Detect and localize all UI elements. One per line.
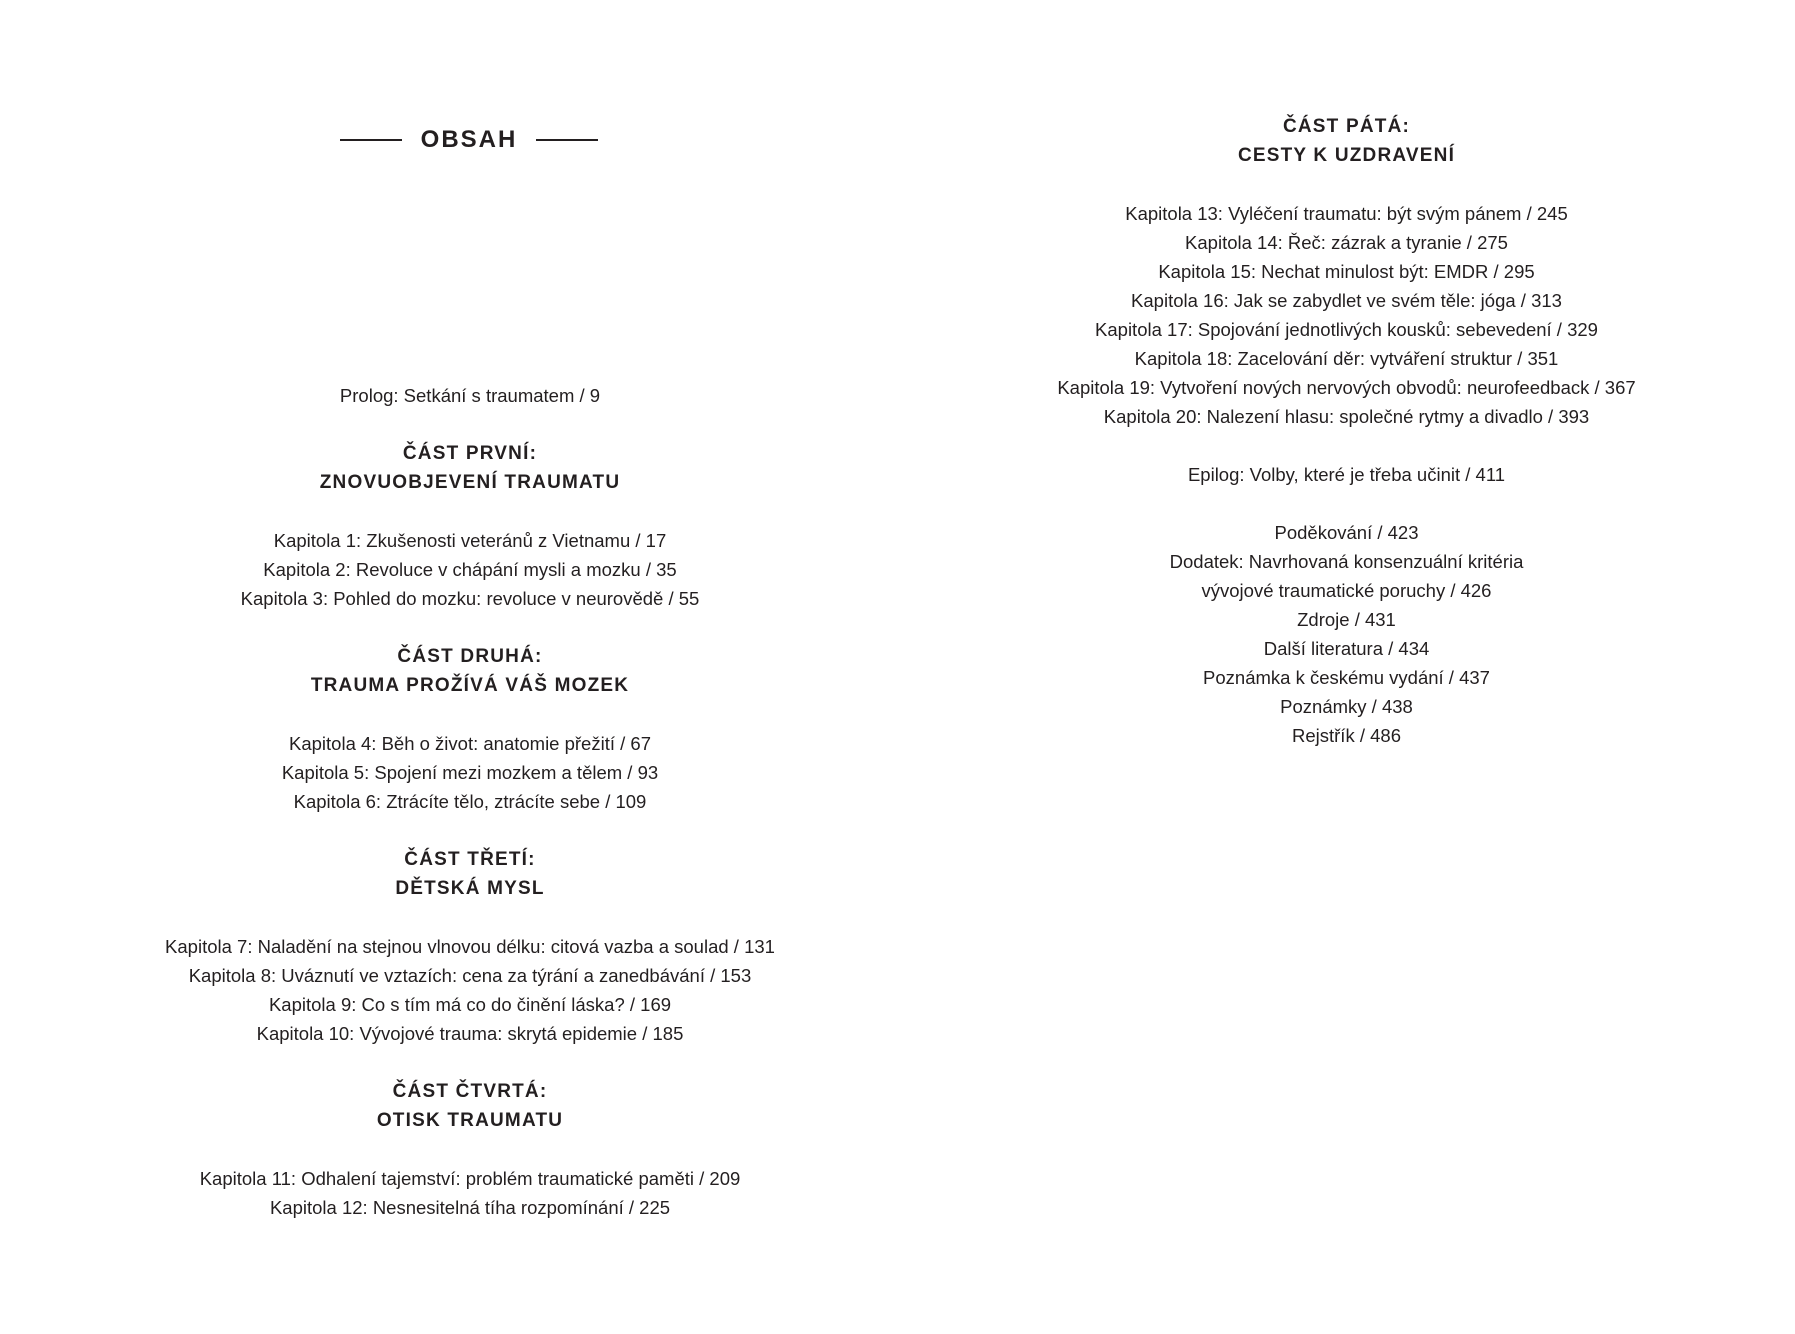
toc-entry-chapter: Kapitola 3: Pohled do mozku: revoluce v neurovědě / 55 (240, 588, 700, 609)
heading-rule-left (340, 139, 402, 141)
toc-entry-back-matter: Poznámka k českému vydání / 437 (1203, 667, 1490, 688)
toc-right-column (898, 112, 1795, 750)
part-3-title: DĚTSKÁ MYSL (395, 878, 545, 899)
toc-entry-chapter: Kapitola 8: Uváznutí ve vztazích: cena za týrání a zanedbávání / 153 (188, 965, 752, 986)
part-1-label: ČÁST PRVNÍ: (402, 443, 538, 464)
toc-entry-back-matter: vývojové traumatické poruchy / 426 (1201, 580, 1492, 601)
toc-entry-prologue: Prolog: Setkání s traumatem / 9 (339, 385, 601, 406)
toc-entry-chapter: Kapitola 10: Vývojové trauma: skrytá epidemie / 185 (256, 1023, 684, 1044)
toc-entry-chapter: Kapitola 2: Revoluce v chápání mysli a mozku / 35 (263, 559, 677, 580)
toc-entry-chapter: Kapitola 11: Odhalení tajemství: problém traumatické paměti / 209 (199, 1168, 741, 1189)
contents-title: OBSAH (420, 126, 518, 153)
toc-entry-chapter: Kapitola 19: Vytvoření nových nervových obvodů: neurofeedback / 367 (1057, 377, 1636, 398)
toc-entry-chapter: Kapitola 9: Co s tím má co do činění láska? / 169 (268, 994, 672, 1015)
toc-entry-back-matter: Další literatura / 434 (1263, 638, 1430, 659)
contents-heading (340, 126, 598, 154)
toc-entry-chapter: Kapitola 14: Řeč: zázrak a tyranie / 275 (1185, 232, 1508, 253)
heading-rule-right (536, 139, 598, 141)
toc-entry-chapter: Kapitola 5: Spojení mezi mozkem a tělem / 93 (281, 762, 659, 783)
toc-entry-chapter: Kapitola 17: Spojování jednotlivých kousků: sebevedení / 329 (1095, 319, 1598, 340)
toc-entry-chapter: Kapitola 7: Naladění na stejnou vlnovou délku: citová vazba a soulad / 131 (165, 936, 775, 957)
part-2-title: TRAUMA PROŽÍVÁ VÁŠ MOZEK (310, 675, 630, 696)
toc-entry-chapter: Kapitola 4: Běh o život: anatomie přežití / 67 (289, 733, 651, 754)
part-4-title: OTISK TRAUMATU (376, 1110, 564, 1131)
right-page (898, 0, 1795, 1334)
toc-entry-back-matter: Poděkování / 423 (1274, 522, 1419, 543)
part-5-title: CESTY K UZDRAVENÍ (1237, 145, 1456, 166)
toc-entry-back-matter: Rejstřík / 486 (1292, 725, 1401, 746)
toc-entry-chapter: Kapitola 6: Ztrácíte tělo, ztrácíte sebe / 109 (293, 791, 647, 812)
toc-entry-chapter: Kapitola 1: Zkušenosti veteránů z Vietnamu / 17 (273, 530, 667, 551)
toc-entry-back-matter: Zdroje / 431 (1297, 609, 1396, 630)
toc-entry-chapter: Kapitola 12: Nesnesitelná tíha rozpomínání / 225 (269, 1197, 671, 1218)
part-5-label: ČÁST PÁTÁ: (1282, 116, 1411, 137)
toc-entry-chapter: Kapitola 20: Nalezení hlasu: společné rytmy a divadlo / 393 (1103, 406, 1590, 427)
part-1-title: ZNOVUOBJEVENÍ TRAUMATU (319, 472, 621, 493)
toc-entry-back-matter: Poznámky / 438 (1280, 696, 1413, 717)
part-3-label: ČÁST TŘETÍ: (404, 849, 536, 870)
part-4-label: ČÁST ČTVRTÁ: (392, 1081, 548, 1102)
toc-entry-chapter: Kapitola 13: Vyléčení traumatu: být svým pánem / 245 (1125, 203, 1568, 224)
toc-entry-back-matter: Dodatek: Navrhovaná konsenzuální kritéria (1169, 551, 1524, 572)
toc-entry-chapter: Kapitola 16: Jak se zabydlet ve svém těle: jóga / 313 (1131, 290, 1562, 311)
toc-left-column (0, 381, 940, 1222)
toc-entry-chapter: Kapitola 15: Nechat minulost být: EMDR / 295 (1158, 261, 1535, 282)
part-2-label: ČÁST DRUHÁ: (397, 646, 543, 667)
toc-entry-chapter: Kapitola 18: Zacelování děr: vytváření struktur / 351 (1134, 348, 1559, 369)
toc-entry-epilogue: Epilog: Volby, které je třeba učinit / 411 (1187, 464, 1506, 485)
